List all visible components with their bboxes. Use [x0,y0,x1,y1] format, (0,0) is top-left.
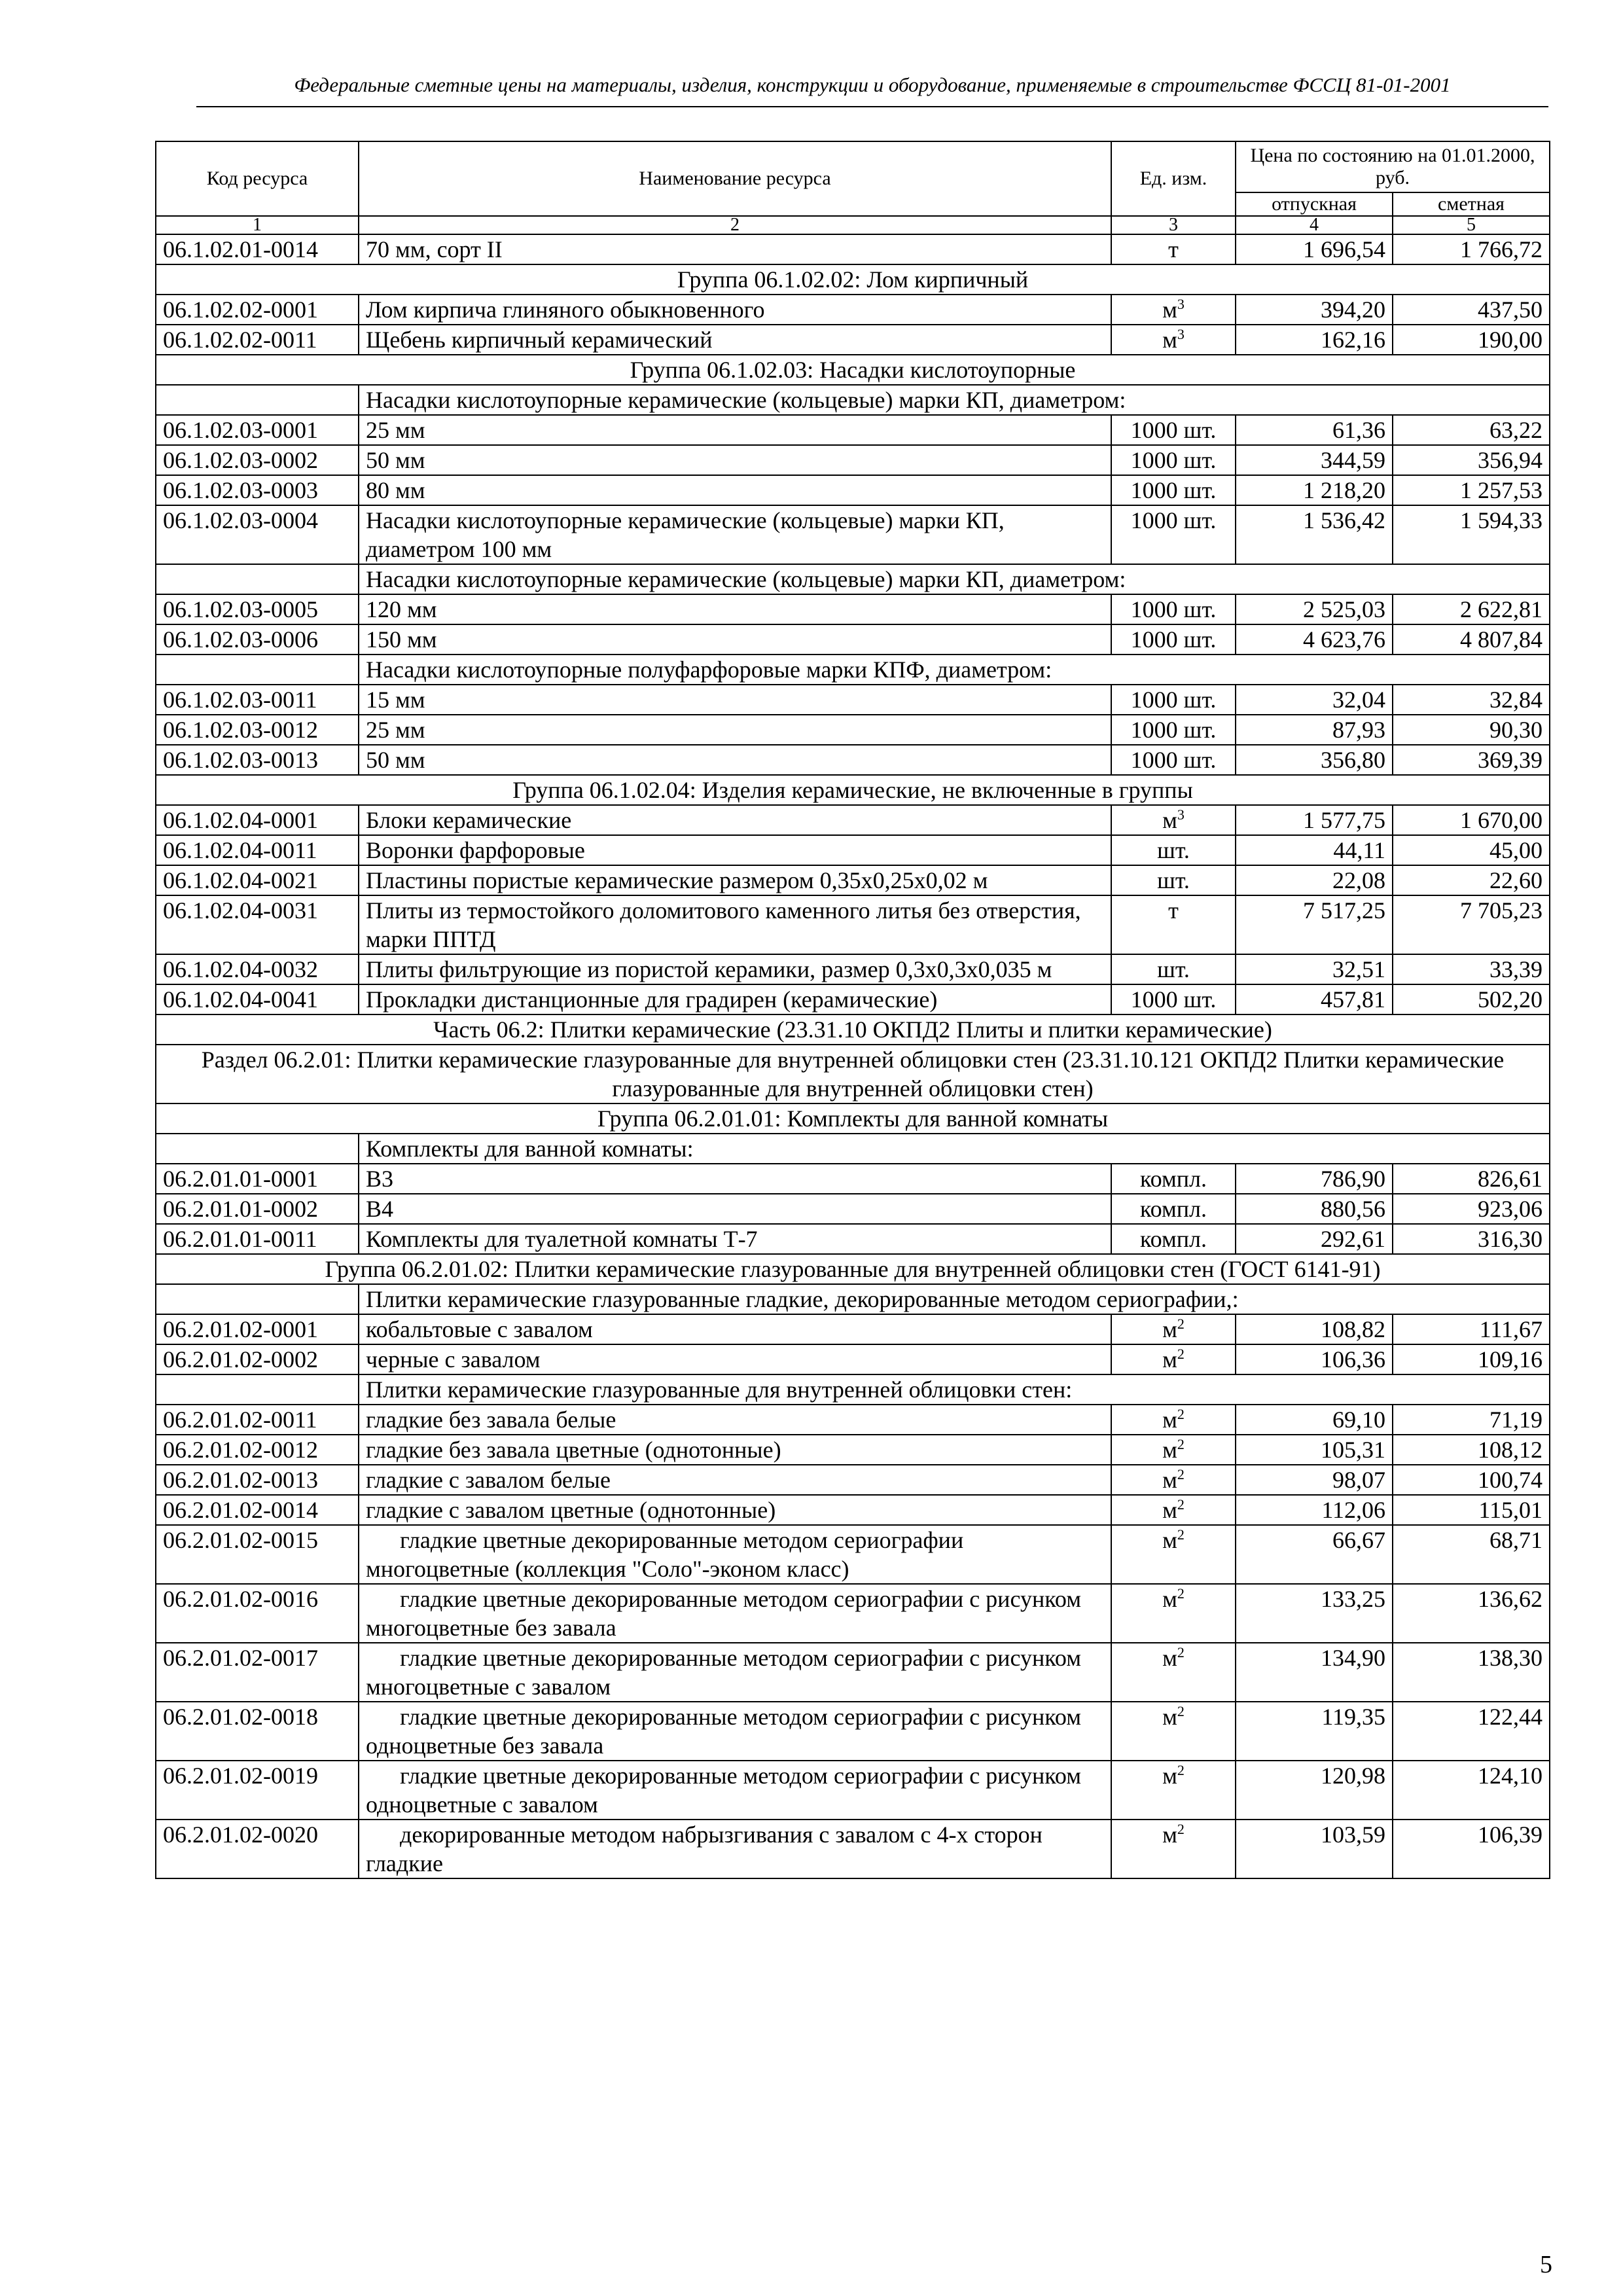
resource-name: Воронки фарфоровые [359,835,1111,865]
unit-of-measure [1111,234,1236,264]
unit-text: м [1162,327,1177,353]
estimate-price: 109,16 [1393,1344,1550,1374]
unit-of-measure [1111,1702,1236,1761]
estimate-price: 32,84 [1393,685,1550,715]
unit-of-measure [1111,1495,1236,1525]
release-price: 1 536,42 [1236,505,1393,564]
unit-of-measure [1111,1224,1236,1254]
table-row [156,505,1550,564]
estimate-price: 115,01 [1393,1495,1550,1525]
unit-text: 1000 шт. [1130,447,1217,473]
release-price: 1 577,75 [1236,805,1393,835]
unit-of-measure [1111,325,1236,355]
table-row [156,685,1550,715]
resource-code-empty [156,1374,359,1405]
resource-name: черные с завалом [359,1344,1111,1374]
unit-text: 1000 шт. [1130,626,1217,653]
resource-name: Насадки кислотоупорные керамические (кольцевые) марки КП, диаметром 100 мм [359,505,1111,564]
resource-code: 06.2.01.02-0017 [156,1643,359,1702]
estimate-price: 71,19 [1393,1405,1550,1435]
resource-name: гладкие цветные декорированные методом сериографии с рисунком многоцветные с завалом [359,1643,1111,1702]
unit-text: м [1162,1437,1177,1463]
table-row [156,745,1550,775]
estimate-price: 1 766,72 [1393,234,1550,264]
unit-text: шт. [1157,867,1190,893]
resource-name: кобальтовые с завалом [359,1314,1111,1344]
col-header-unit: Ед. изм. [1111,141,1236,216]
resource-code: 06.2.01.01-0002 [156,1194,359,1224]
release-price: 32,04 [1236,685,1393,715]
resource-name: гладкие без завала цветные (однотонные) [359,1435,1111,1465]
unit-text: компл. [1140,1166,1207,1192]
estimate-price: 4 807,84 [1393,624,1550,655]
group-title: Группа 06.1.02.02: Лом кирпичный [156,264,1550,295]
release-price: 880,56 [1236,1194,1393,1224]
estimate-price: 356,94 [1393,445,1550,475]
table-row [156,1405,1550,1435]
unit-of-measure [1111,1761,1236,1820]
resource-name: Плиты фильтрующие из пористой керамики, размер 0,3x0,3x0,035 м [359,954,1111,984]
estimate-price: 826,61 [1393,1164,1550,1194]
group-title: Группа 06.2.01.02: Плитки керамические глазурованные для внутренней облицовки стен (ГОСТ 6141-91) [156,1254,1550,1284]
table-row [156,805,1550,835]
resource-code: 06.2.01.02-0016 [156,1584,359,1643]
col-index-4: 4 [1236,216,1393,234]
unit-text: м [1162,1586,1177,1612]
resource-name: гладкие цветные декорированные методом сериографии многоцветные (коллекция "Соло"-эконом класс) [359,1525,1111,1584]
subheading-text: Комплекты для ванной комнаты: [359,1134,1550,1164]
resource-code-empty [156,1284,359,1314]
running-header: Федеральные сметные цены на материалы, изделия, конструкции и оборудование, применяемые в строительстве ФССЦ 81-01-2001 [294,73,1451,96]
subheading-row [156,1284,1550,1314]
estimate-price: 90,30 [1393,715,1550,745]
unit-text: м [1162,807,1177,833]
unit-text: м [1162,1527,1177,1553]
unit-exponent: 2 [1177,1526,1185,1543]
unit-of-measure [1111,475,1236,505]
resource-name: гладкие цветные декорированные методом сериографии с рисунком одноцветные с завалом [359,1761,1111,1820]
resource-code-empty [156,385,359,415]
unit-text: м [1162,1346,1177,1372]
table-row [156,445,1550,475]
unit-exponent: 3 [1177,806,1185,823]
unit-of-measure [1111,295,1236,325]
unit-of-measure [1111,624,1236,655]
group-row [156,1254,1550,1284]
resource-code: 06.1.02.03-0006 [156,624,359,655]
table-body [156,234,1550,1878]
resource-code: 06.2.01.02-0011 [156,1405,359,1435]
unit-text: м [1162,1763,1177,1789]
table-row [156,835,1550,865]
release-price: 786,90 [1236,1164,1393,1194]
unit-text: 1000 шт. [1130,596,1217,622]
unit-text: м [1162,1467,1177,1493]
estimate-price: 138,30 [1393,1643,1550,1702]
estimate-price: 106,39 [1393,1820,1550,1878]
subheading-row [156,655,1550,685]
group-title: Группа 06.1.02.04: Изделия керамические, не включенные в группы [156,775,1550,805]
resource-name: В3 [359,1164,1111,1194]
resource-code: 06.1.02.03-0012 [156,715,359,745]
unit-of-measure [1111,865,1236,895]
unit-of-measure [1111,505,1236,564]
release-price: 108,82 [1236,1314,1393,1344]
table-row [156,325,1550,355]
table-row [156,1465,1550,1495]
unit-of-measure [1111,745,1236,775]
unit-of-measure [1111,1435,1236,1465]
unit-of-measure [1111,1584,1236,1643]
estimate-price: 122,44 [1393,1702,1550,1761]
resource-code: 06.1.02.03-0001 [156,415,359,445]
resource-name: Комплекты для туалетной комнаты Т-7 [359,1224,1111,1254]
release-price: 344,59 [1236,445,1393,475]
table-row [156,954,1550,984]
release-price: 1 696,54 [1236,234,1393,264]
unit-exponent: 2 [1177,1821,1185,1837]
resource-name: Пластины пористые керамические размером 0,35x0,25x0,02 м [359,865,1111,895]
release-price: 356,80 [1236,745,1393,775]
estimate-price: 33,39 [1393,954,1550,984]
group-row [156,264,1550,295]
subheading-row [156,564,1550,594]
resource-name: 50 мм [359,745,1111,775]
part-title: Часть 06.2: Плитки керамические (23.31.10 ОКПД2 Плиты и плитки керамические) [156,1014,1550,1045]
group-title: Группа 06.2.01.01: Комплекты для ванной комнаты [156,1103,1550,1134]
unit-of-measure [1111,415,1236,445]
unit-exponent: 3 [1177,326,1185,342]
resource-name: декорированные методом набрызгивания с завалом с 4-х сторон гладкие [359,1820,1111,1878]
unit-exponent: 3 [1177,296,1185,312]
release-price: 2 525,03 [1236,594,1393,624]
unit-exponent: 2 [1177,1585,1185,1602]
resource-name: Прокладки дистанционные для градирен (керамические) [359,984,1111,1014]
estimate-price: 68,71 [1393,1525,1550,1584]
unit-of-measure [1111,895,1236,954]
resource-name: 120 мм [359,594,1111,624]
resource-code: 06.1.02.03-0005 [156,594,359,624]
subheading-text: Плитки керамические глазурованные гладкие, декорированные методом сериографии,: [359,1284,1550,1314]
resource-name: гладкие с завалом белые [359,1465,1111,1495]
estimate-price: 108,12 [1393,1435,1550,1465]
unit-of-measure [1111,1820,1236,1878]
resource-name: гладкие цветные декорированные методом сериографии с рисунком многоцветные без завала [359,1584,1111,1643]
col-index-2: 2 [359,216,1111,234]
price-table [155,141,1550,1879]
release-price: 66,67 [1236,1525,1393,1584]
estimate-price: 100,74 [1393,1465,1550,1495]
unit-text: м [1162,1704,1177,1730]
unit-exponent: 2 [1177,1762,1185,1778]
release-price: 32,51 [1236,954,1393,984]
resource-name: 25 мм [359,715,1111,745]
resource-name: гладкие с завалом цветные (однотонные) [359,1495,1111,1525]
resource-name: 150 мм [359,624,1111,655]
resource-code: 06.2.01.02-0012 [156,1435,359,1465]
release-price: 4 623,76 [1236,624,1393,655]
table-row [156,1164,1550,1194]
table-row [156,594,1550,624]
table-row [156,295,1550,325]
resource-code: 06.1.02.04-0011 [156,835,359,865]
resource-code: 06.1.02.03-0002 [156,445,359,475]
unit-text: 1000 шт. [1130,687,1217,713]
release-price: 112,06 [1236,1495,1393,1525]
table-row [156,1761,1550,1820]
col-index-5: 5 [1393,216,1550,234]
release-price: 44,11 [1236,835,1393,865]
table-row [156,1344,1550,1374]
estimate-price: 316,30 [1393,1224,1550,1254]
release-price: 69,10 [1236,1405,1393,1435]
table-row [156,715,1550,745]
resource-code: 06.1.02.02-0001 [156,295,359,325]
resource-code: 06.1.02.04-0032 [156,954,359,984]
resource-name: Плиты из термостойкого доломитового каменного литья без отверстия, марки ППТД [359,895,1111,954]
table-row [156,1194,1550,1224]
table-row [156,624,1550,655]
unit-of-measure [1111,835,1236,865]
resource-code: 06.1.02.04-0031 [156,895,359,954]
resource-code: 06.2.01.02-0020 [156,1820,359,1878]
resource-name: 70 мм, сорт II [359,234,1111,264]
group-row [156,355,1550,385]
unit-text: 1000 шт. [1130,717,1217,743]
table-row [156,234,1550,264]
release-price: 103,59 [1236,1820,1393,1878]
unit-of-measure [1111,1314,1236,1344]
resource-code: 06.2.01.01-0011 [156,1224,359,1254]
estimate-price: 111,67 [1393,1314,1550,1344]
unit-of-measure [1111,1525,1236,1584]
resource-name: 80 мм [359,475,1111,505]
unit-text: 1000 шт. [1130,477,1217,503]
resource-code: 06.2.01.02-0013 [156,1465,359,1495]
col-header-code: Код ресурса [156,141,359,216]
resource-code-empty [156,1134,359,1164]
section-row [156,1045,1550,1103]
resource-code: 06.2.01.02-0019 [156,1761,359,1820]
resource-name: гладкие цветные декорированные методом сериографии с рисунком одноцветные без завала [359,1702,1111,1761]
resource-code: 06.1.02.03-0004 [156,505,359,564]
release-price: 119,35 [1236,1702,1393,1761]
resource-code: 06.2.01.02-0014 [156,1495,359,1525]
header-rule [196,106,1548,107]
resource-code: 06.1.02.04-0021 [156,865,359,895]
release-price: 134,90 [1236,1643,1393,1702]
resource-name: 25 мм [359,415,1111,445]
unit-of-measure [1111,685,1236,715]
group-title: Группа 06.1.02.03: Насадки кислотоупорные [156,355,1550,385]
table-row [156,475,1550,505]
unit-of-measure [1111,805,1236,835]
release-price: 98,07 [1236,1465,1393,1495]
resource-name: Лом кирпича глиняного обыкновенного [359,295,1111,325]
unit-text: т [1168,236,1179,262]
estimate-price: 1 594,33 [1393,505,1550,564]
estimate-price: 369,39 [1393,745,1550,775]
table-row [156,1314,1550,1344]
unit-of-measure [1111,445,1236,475]
unit-text: м [1162,296,1177,323]
resource-code: 06.2.01.02-0002 [156,1344,359,1374]
resource-code-empty [156,564,359,594]
table-row [156,1584,1550,1643]
unit-exponent: 2 [1177,1346,1185,1362]
table-row [156,895,1550,954]
unit-exponent: 2 [1177,1316,1185,1332]
table-row [156,1495,1550,1525]
release-price: 120,98 [1236,1761,1393,1820]
table-row [156,1643,1550,1702]
subheading-text: Насадки кислотоупорные керамические (кольцевые) марки КП, диаметром: [359,385,1550,415]
unit-of-measure [1111,1344,1236,1374]
subheading-row [156,1374,1550,1405]
release-price: 133,25 [1236,1584,1393,1643]
estimate-price: 45,00 [1393,835,1550,865]
col-header-release: отпускная [1236,192,1393,216]
col-header-name: Наименование ресурса [359,141,1111,216]
unit-text: 1000 шт. [1130,507,1217,533]
estimate-price: 2 622,81 [1393,594,1550,624]
release-price: 457,81 [1236,984,1393,1014]
section-title: Раздел 06.2.01: Плитки керамические глазурованные для внутренней облицовки стен (23.31.10.121 ОКПД2 Плитки керамические глазурованные для внутренней облицовки стен) [156,1045,1550,1103]
release-price: 22,08 [1236,865,1393,895]
unit-of-measure [1111,984,1236,1014]
col-index-1: 1 [156,216,359,234]
table-row [156,1702,1550,1761]
estimate-price: 923,06 [1393,1194,1550,1224]
table-row [156,415,1550,445]
estimate-price: 1 670,00 [1393,805,1550,835]
unit-text: 1000 шт. [1130,747,1217,773]
unit-exponent: 2 [1177,1644,1185,1660]
release-price: 61,36 [1236,415,1393,445]
unit-text: шт. [1157,837,1190,863]
subheading-row [156,1134,1550,1164]
resource-name: Блоки керамические [359,805,1111,835]
unit-text: компл. [1140,1196,1207,1222]
unit-exponent: 2 [1177,1496,1185,1513]
unit-text: м [1162,1407,1177,1433]
table-header [156,141,1550,234]
part-row [156,1014,1550,1045]
unit-of-measure [1111,715,1236,745]
resource-name: гладкие без завала белые [359,1405,1111,1435]
unit-of-measure [1111,1164,1236,1194]
unit-of-measure [1111,1405,1236,1435]
unit-text: шт. [1157,956,1190,982]
subheading-row [156,385,1550,415]
resource-name: 50 мм [359,445,1111,475]
resource-code: 06.1.02.04-0041 [156,984,359,1014]
resource-code: 06.2.01.02-0018 [156,1702,359,1761]
estimate-price: 22,60 [1393,865,1550,895]
unit-text: 1000 шт. [1130,986,1217,1013]
resource-code: 06.1.02.01-0014 [156,234,359,264]
estimate-price: 136,62 [1393,1584,1550,1643]
estimate-price: 502,20 [1393,984,1550,1014]
table-row [156,1224,1550,1254]
unit-exponent: 2 [1177,1466,1185,1482]
resource-code: 06.2.01.02-0001 [156,1314,359,1344]
resource-code: 06.2.01.01-0001 [156,1164,359,1194]
group-row [156,1103,1550,1134]
resource-code: 06.1.02.03-0011 [156,685,359,715]
col-index-3: 3 [1111,216,1236,234]
resource-code: 06.1.02.04-0001 [156,805,359,835]
unit-text: м [1162,1497,1177,1523]
resource-name: Щебень кирпичный керамический [359,325,1111,355]
unit-text: т [1168,897,1179,924]
unit-exponent: 2 [1177,1436,1185,1452]
estimate-price: 190,00 [1393,325,1550,355]
col-header-estimate: сметная [1393,192,1550,216]
unit-exponent: 2 [1177,1703,1185,1719]
unit-text: м [1162,1645,1177,1671]
estimate-price: 63,22 [1393,415,1550,445]
group-row [156,775,1550,805]
resource-name: 15 мм [359,685,1111,715]
unit-text: м [1162,1821,1177,1848]
resource-code-empty [156,655,359,685]
resource-code: 06.1.02.03-0003 [156,475,359,505]
unit-text: компл. [1140,1226,1207,1252]
subheading-text: Насадки кислотоупорные полуфарфоровые марки КПФ, диаметром: [359,655,1550,685]
resource-code: 06.1.02.02-0011 [156,325,359,355]
subheading-text: Плитки керамические глазурованные для внутренней облицовки стен: [359,1374,1550,1405]
resource-name: В4 [359,1194,1111,1224]
col-header-price: Цена по состоянию на 01.01.2000, руб. [1236,141,1550,192]
unit-text: м [1162,1316,1177,1342]
unit-of-measure [1111,954,1236,984]
estimate-price: 1 257,53 [1393,475,1550,505]
table-row [156,984,1550,1014]
release-price: 394,20 [1236,295,1393,325]
unit-of-measure [1111,1465,1236,1495]
unit-of-measure [1111,1194,1236,1224]
release-price: 105,31 [1236,1435,1393,1465]
table-row [156,1820,1550,1878]
unit-of-measure [1111,594,1236,624]
estimate-price: 437,50 [1393,295,1550,325]
resource-code: 06.1.02.03-0013 [156,745,359,775]
table-row [156,1525,1550,1584]
estimate-price: 7 705,23 [1393,895,1550,954]
table-row [156,1435,1550,1465]
unit-exponent: 2 [1177,1406,1185,1422]
unit-of-measure [1111,1643,1236,1702]
subheading-text: Насадки кислотоупорные керамические (кольцевые) марки КП, диаметром: [359,564,1550,594]
release-price: 162,16 [1236,325,1393,355]
release-price: 292,61 [1236,1224,1393,1254]
unit-text: 1000 шт. [1130,417,1217,443]
release-price: 106,36 [1236,1344,1393,1374]
table-row [156,865,1550,895]
estimate-price: 124,10 [1393,1761,1550,1820]
release-price: 7 517,25 [1236,895,1393,954]
release-price: 1 218,20 [1236,475,1393,505]
release-price: 87,93 [1236,715,1393,745]
resource-code: 06.2.01.02-0015 [156,1525,359,1584]
page-number: 5 [1540,2251,1552,2278]
